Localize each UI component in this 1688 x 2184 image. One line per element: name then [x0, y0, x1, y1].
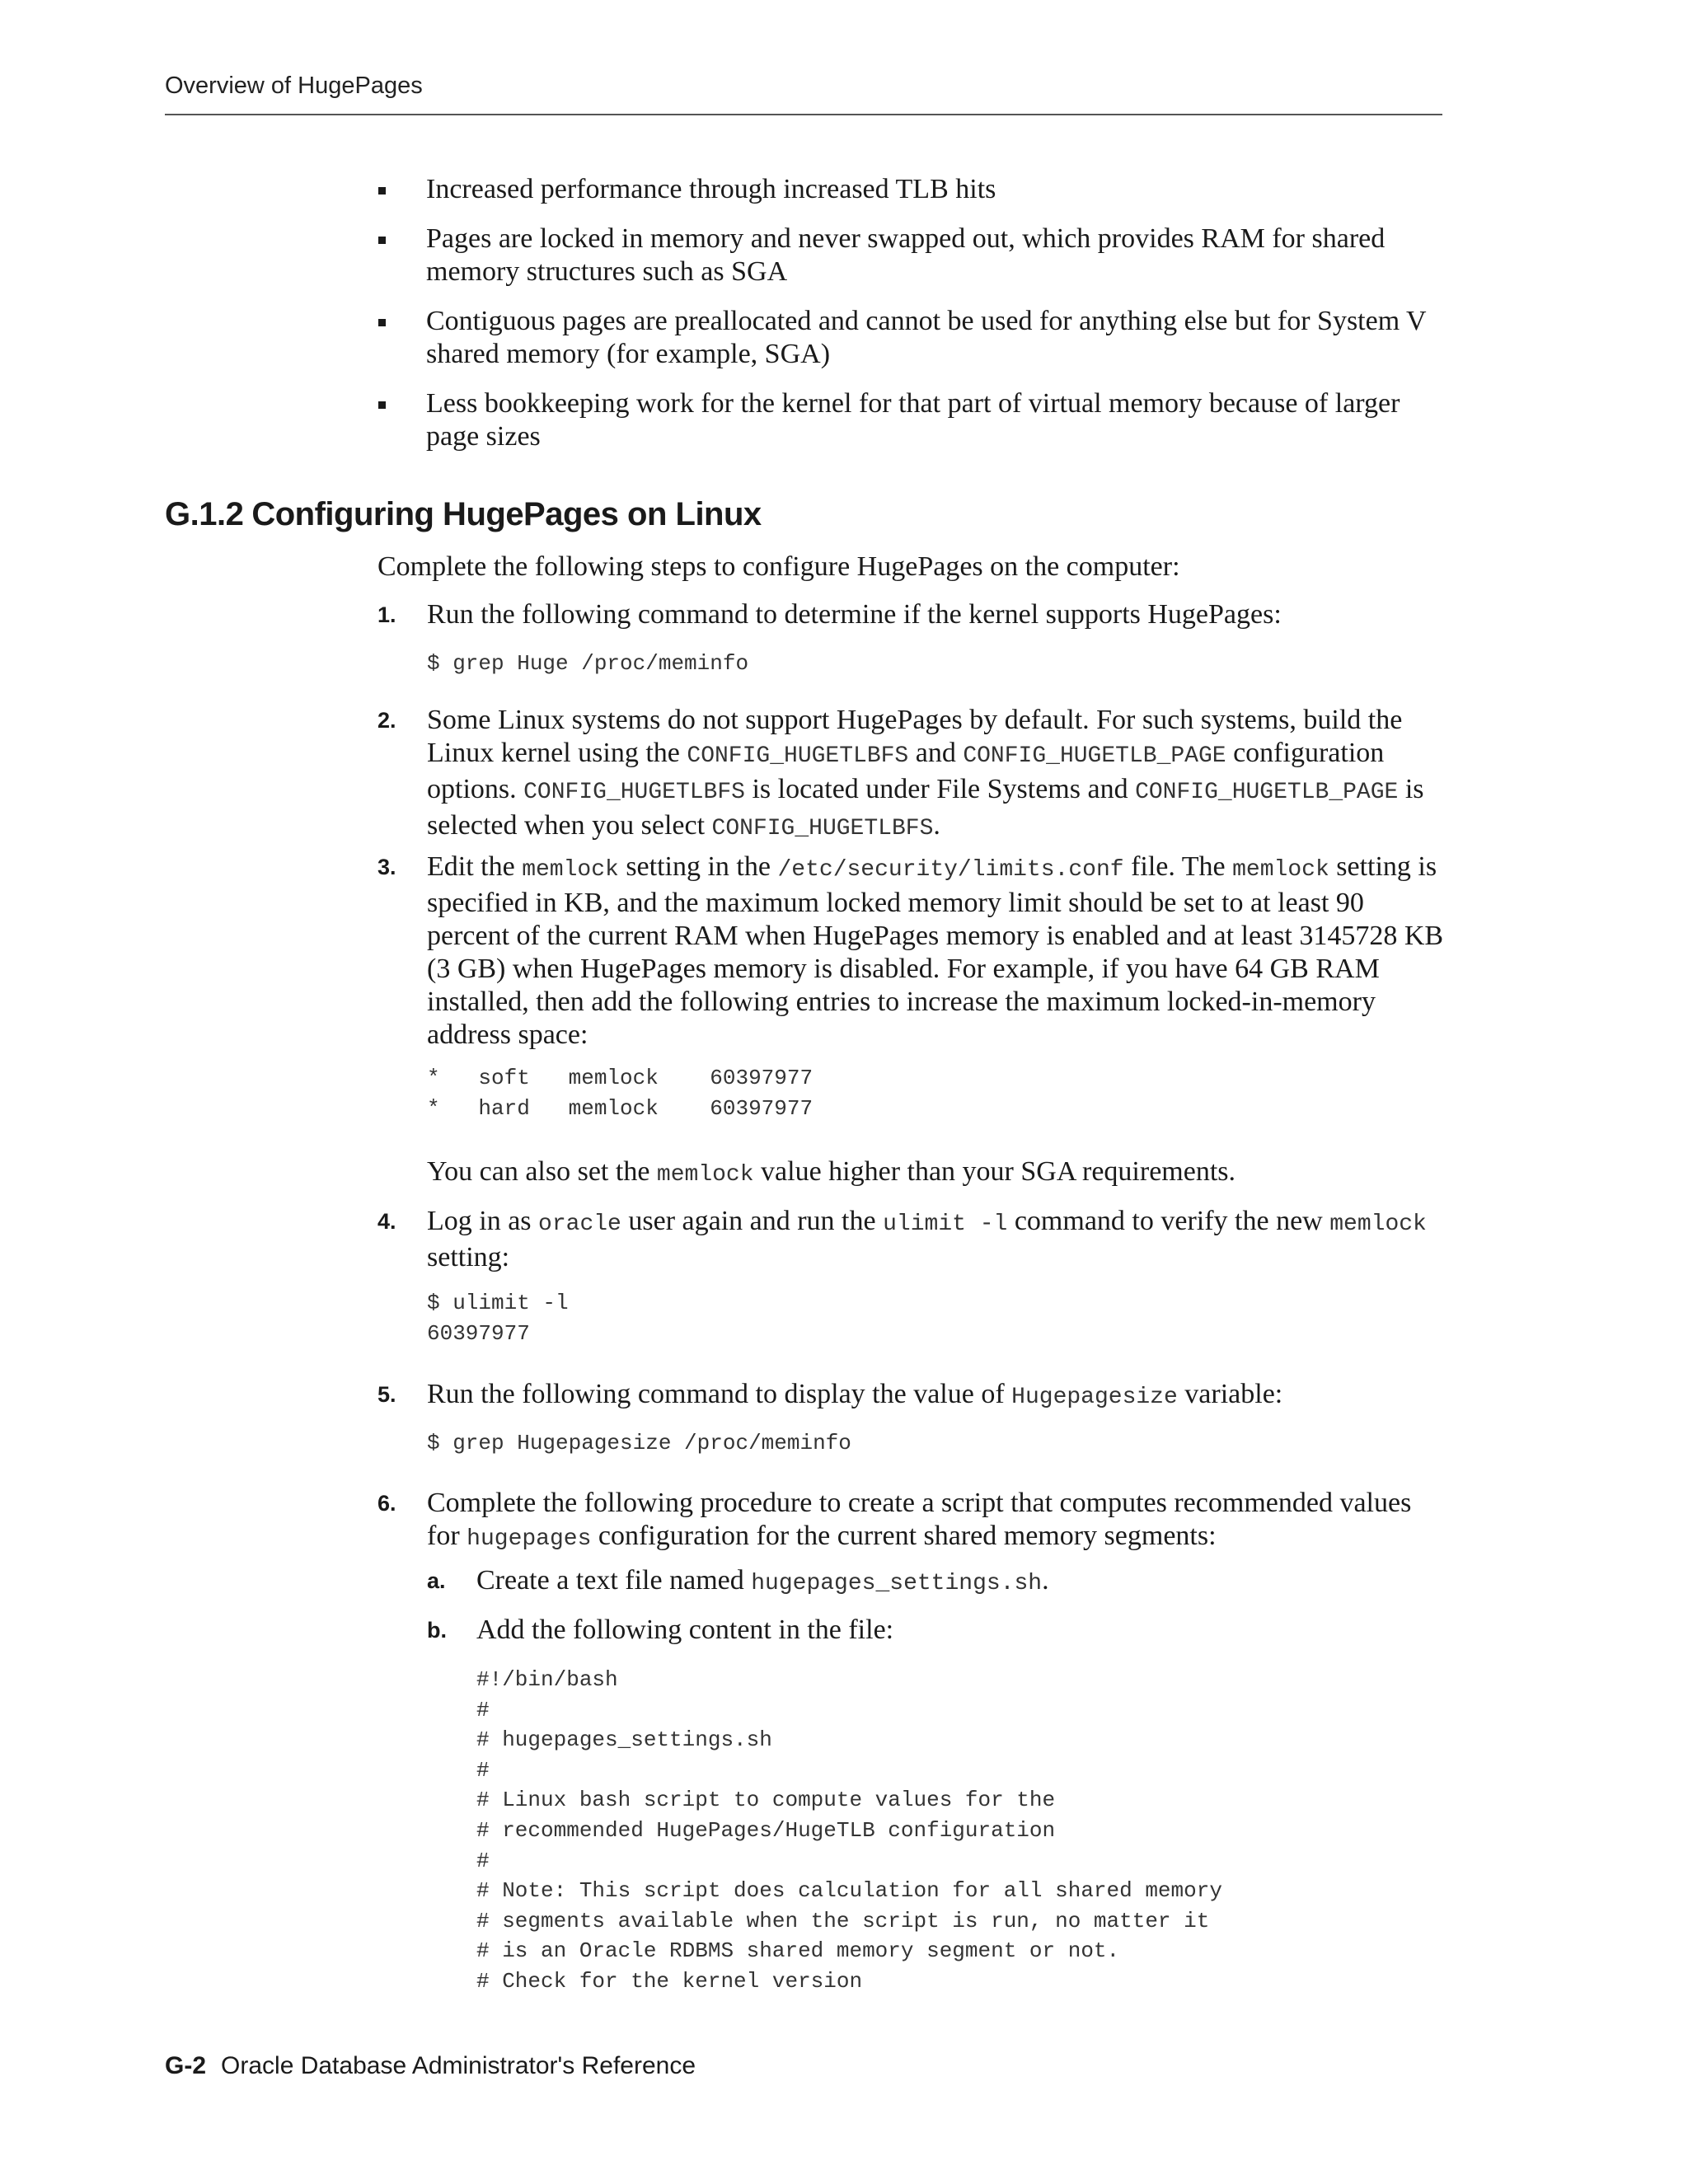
step-text: Some Linux systems do not support HugePages by default. For such systems, build the Linux kernel using the CONFIG_HUGETLBFS and CONFIG_HUGETLB_PAGE configuration options. CONFIG_HUGETLBFS is located under File Systems and CONFIG_HUGETLB_PAGE is selected when you select CONFIG_HUGETLBFS.	[427, 705, 1424, 841]
bullet-text: Less bookkeeping work for the kernel for that part of virtual memory because of larger page sizes	[426, 388, 1400, 452]
page-number: G-2	[165, 2052, 207, 2079]
list-item	[375, 305, 1447, 371]
list-item	[375, 173, 1447, 206]
header-rule	[165, 114, 1442, 115]
step-number: 6.	[377, 1491, 396, 1516]
bullet-text: Contiguous pages are preallocated and cannot be used for anything else but for System V shared memory (for example, SGA)	[426, 306, 1426, 369]
section-heading	[165, 496, 762, 533]
section-number: G.1.2	[165, 496, 244, 532]
code-block: $ ulimit -l 60397977	[427, 1291, 569, 1346]
step-3	[377, 851, 1449, 1052]
step-6	[377, 1487, 1449, 1556]
substep-text: Create a text file named hugepages_settings.sh.	[476, 1565, 1049, 1596]
benefits-list	[375, 173, 1447, 470]
step-number: 4.	[377, 1209, 396, 1234]
step-5	[377, 1378, 1449, 1414]
step-text: Edit the memlock setting in the /etc/security/limits.conf file. The memlock setting is specified in KB, and the maximum locked memory limit should be set to at least 90 percent of the current RAM when HugePages memory is enabled and at least 3145728 KB (3 GB) when HugePages memory is disabled. For example, if you have 64 GB RAM installed, then add the following entries to increase the maximum locked-in-memory address space:	[427, 851, 1444, 1050]
code-block: $ grep Hugepagesize /proc/meminfo	[427, 1431, 851, 1455]
step-number: 3.	[377, 855, 396, 879]
code-block: * soft memlock 60397977 * hard memlock 60397977	[427, 1066, 814, 1121]
step-number: 1.	[377, 602, 396, 627]
script-code-block: #!/bin/bash # # hugepages_settings.sh # # Linux bash script to compute values for the # recommended HugePages/HugeTLB configuration # # Note: This script does calculation for all shared memory # segments available when the script is run, no matter it # is an Oracle RDBMS shared memory segment or not. # Check for the kernel version	[476, 1667, 1222, 1994]
substep-letter: a.	[427, 1568, 446, 1593]
step-1	[377, 598, 1449, 631]
step-number: 5.	[377, 1382, 396, 1407]
list-item	[375, 223, 1447, 288]
step-3-note: You can also set the memlock value higher than your SGA requirements.	[427, 1156, 1236, 1188]
step-4	[377, 1205, 1449, 1274]
step-text: Run the following command to display the value of Hugepagesize variable:	[427, 1379, 1283, 1410]
code-block: $ grep Huge /proc/meminfo	[427, 651, 749, 676]
bullet-square-icon	[378, 187, 386, 194]
step-number: 2.	[377, 708, 396, 733]
list-item	[375, 387, 1447, 453]
step-text: Run the following command to determine if the kernel supports HugePages:	[427, 599, 1282, 630]
bullet-square-icon	[378, 237, 386, 244]
substep-a	[427, 1564, 1449, 1601]
running-header: Overview of HugePages	[165, 73, 423, 99]
substep-letter: b.	[427, 1618, 447, 1643]
substep-text: Add the following content in the file:	[476, 1615, 894, 1645]
bullet-square-icon	[378, 319, 386, 326]
step-2	[377, 704, 1449, 846]
bullet-text: Increased performance through increased TLB hits	[426, 174, 996, 204]
step-text: Complete the following procedure to create a script that computes recommended values for hugepages configuration for the current shared memory segments:	[427, 1488, 1412, 1552]
section-intro: Complete the following steps to configure HugePages on the computer:	[377, 551, 1180, 582]
bullet-square-icon	[378, 401, 386, 409]
substep-b	[427, 1614, 1449, 1647]
bullet-text: Pages are locked in memory and never swapped out, which provides RAM for shared memory structures such as SGA	[426, 223, 1386, 287]
book-title: Oracle Database Administrator's Reference	[221, 2052, 696, 2079]
page-footer	[165, 2052, 696, 2080]
section-title: Configuring HugePages on Linux	[251, 496, 762, 532]
step-text: Log in as oracle user again and run the ulimit -l command to verify the new memlock setting:	[427, 1206, 1427, 1272]
